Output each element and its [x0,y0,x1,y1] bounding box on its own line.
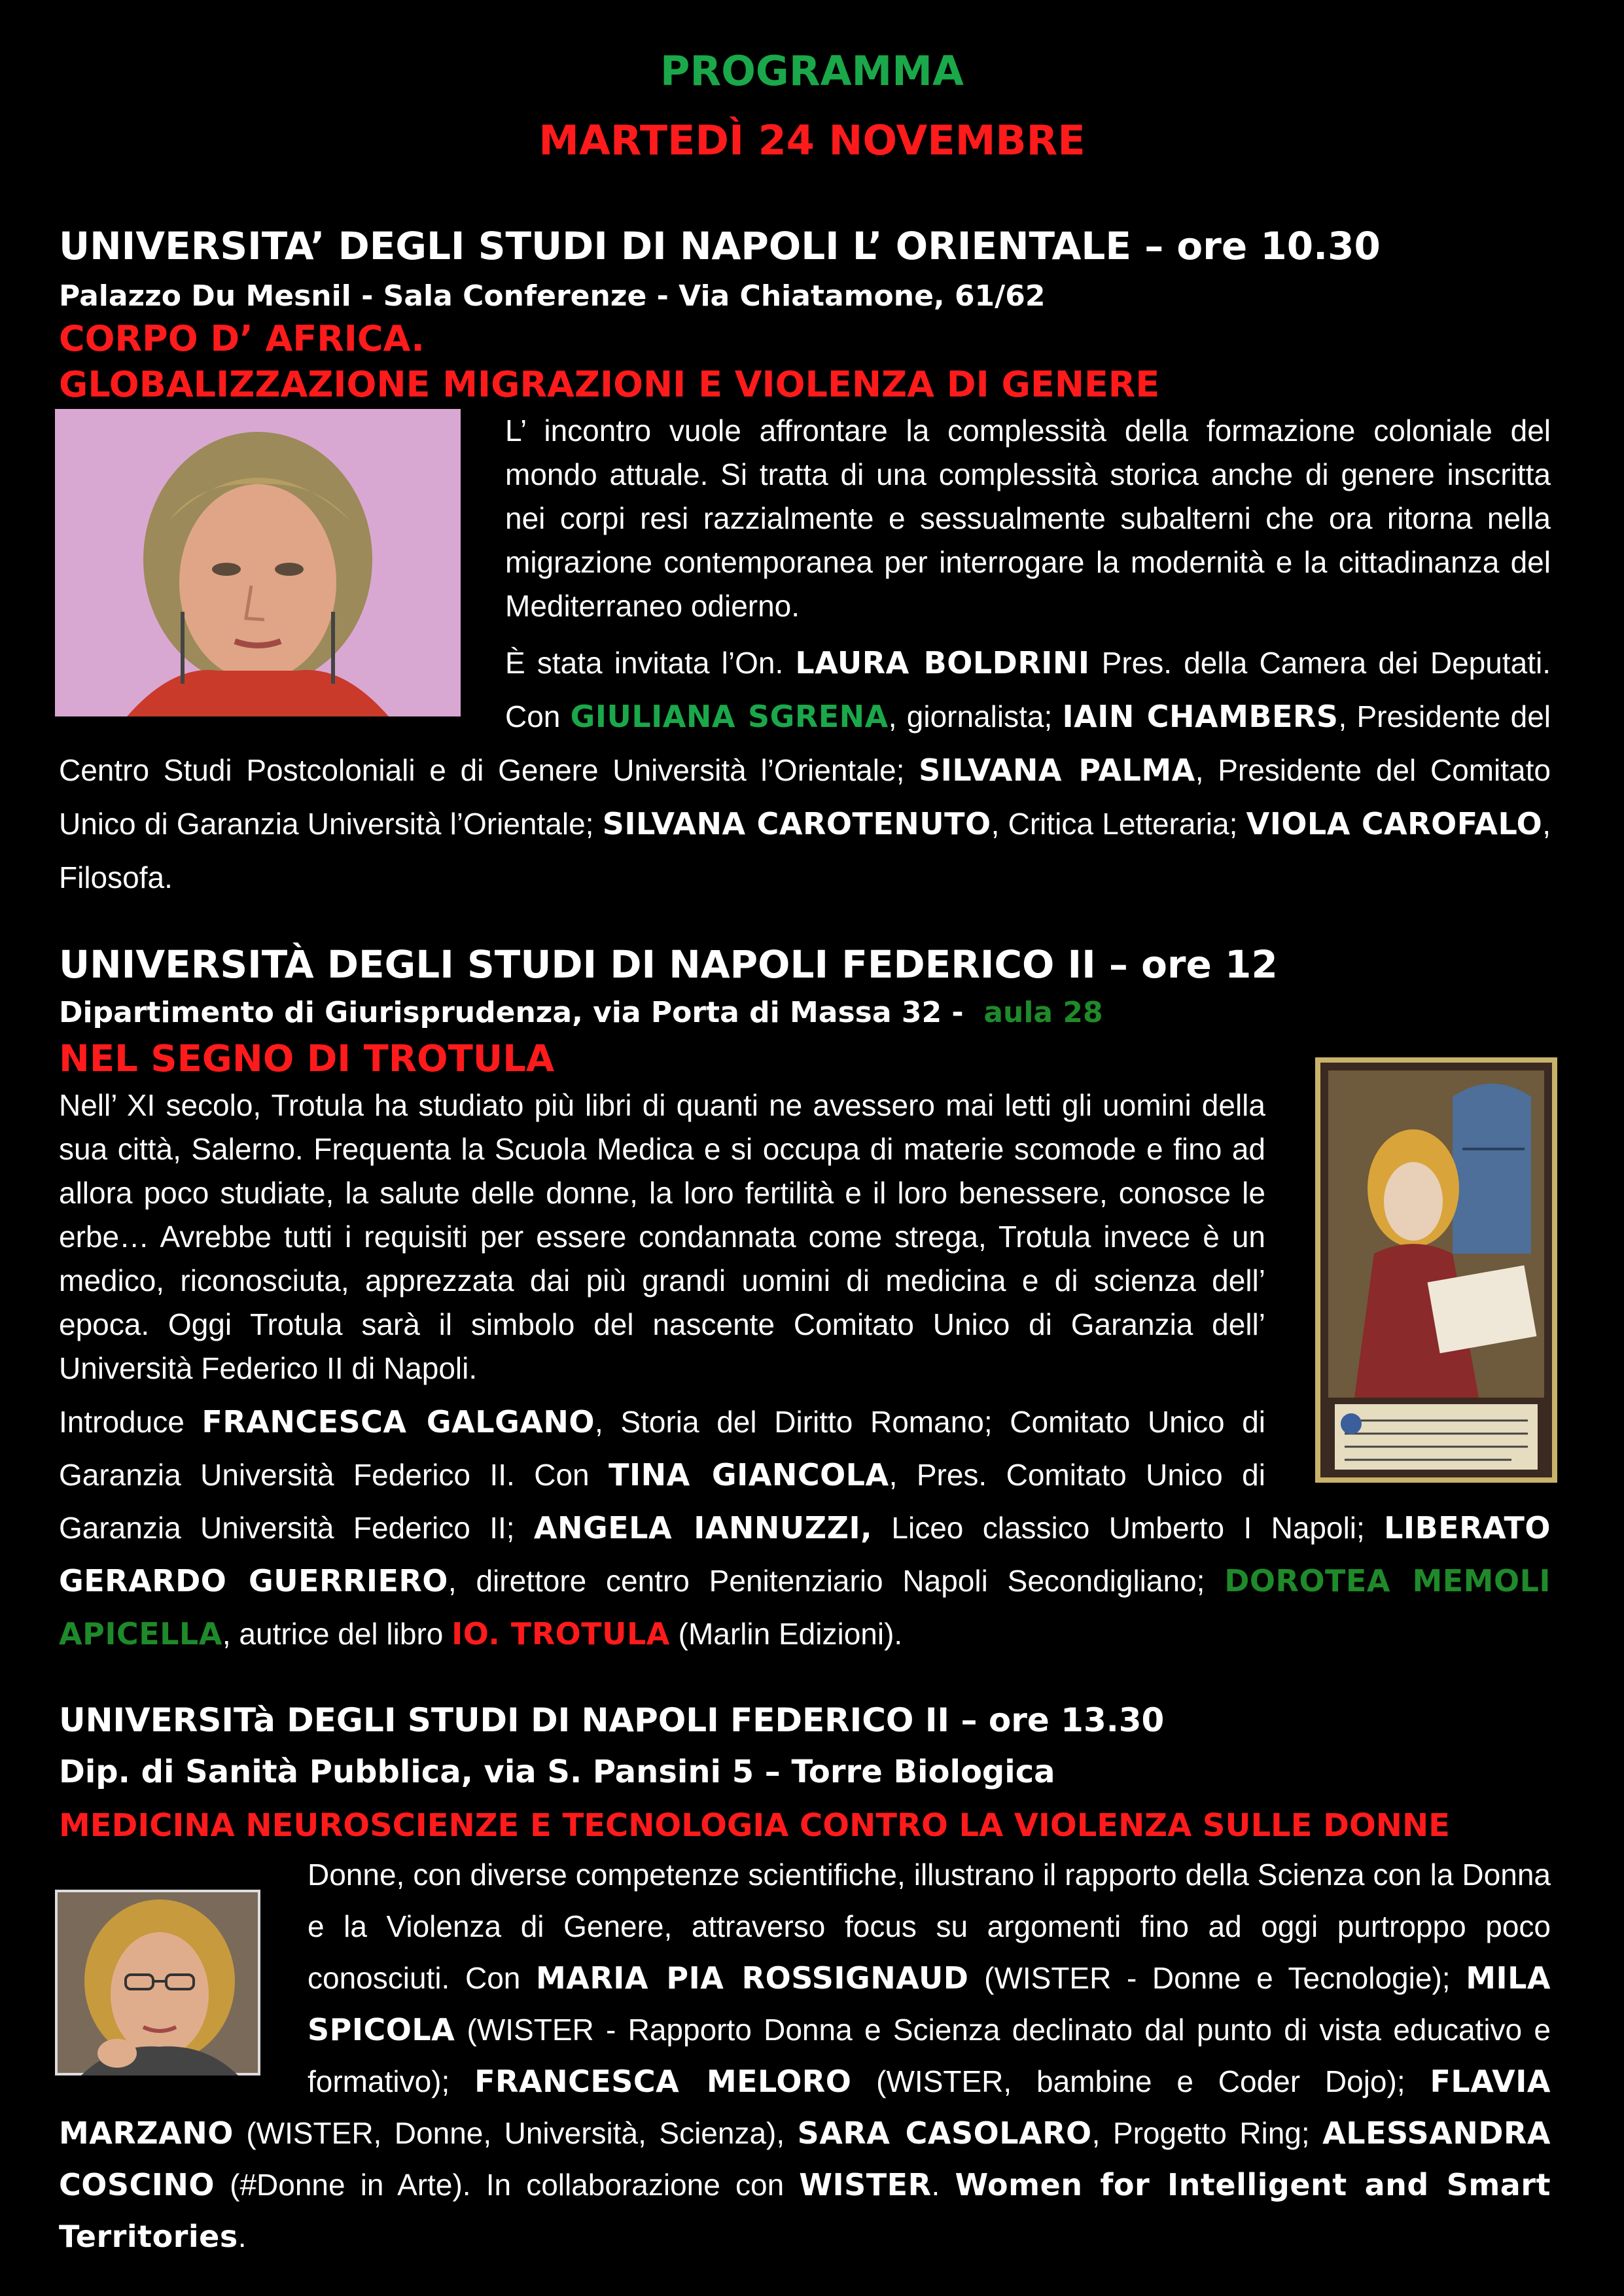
speaker-name: FLAVIA MARZANO [59,2064,1551,2151]
event3-title: MEDICINA NEUROSCIENZE E TECNOLOGIA CONTRO LA VIOLENZA SULLE DONNE [59,1807,1450,1844]
event3-text-block [59,1849,1551,2263]
book-title: IO. TROTULA [451,1616,670,1651]
speaker-name: TINA GIANCOLA [609,1457,889,1492]
speaker-name: SILVANA PALMA [919,752,1195,788]
speaker-name: VIOLA CAROFALO [1246,806,1543,841]
speaker-name: ANGELA IANNUZZI, [533,1510,873,1545]
speaker-portrait-photo [55,1890,260,2075]
program-title: PROGRAMMA [660,47,964,95]
event1-photo-frame [55,409,480,716]
event1-venue: UNIVERSITA’ DEGLI STUDI DI NAPOLI L’ ORIENTALE – ore 10.30 [59,224,1381,268]
event3-location: Dip. di Sanità Pubblica, via S. Pansini 5 – Torre Biologica [59,1754,1055,1790]
speaker-name: MILA SPICOLA [308,1960,1551,2047]
speaker-name: IAIN CHAMBERS [1062,699,1339,734]
program-date: MARTEDÌ 24 NOVEMBRE [538,116,1086,164]
event1-paragraph1: L’ incontro vuole affrontare la complessità della formazione coloniale del mondo attuale. Si tratta di una complessità storica anche di genere inscritta nei corpi resi razzialmente e sessualmente subalterni che ora ritorna nella migrazione contemporanea per interrogare la modernità e la cittadinanza del Mediterraneo odierno. [505,414,1551,623]
event2-title: NEL SEGNO DI TROTULA [59,1038,555,1080]
trotula-miniature-image [1315,1057,1557,1483]
speaker-name: FRANCESCA GALGANO [202,1404,595,1439]
event1-location: Palazzo Du Mesnil - Sala Conferenze - Via Chiatamone, 61/62 [59,279,1046,313]
speaker-name: DOROTEA MEMOLI APICELLA [59,1563,1551,1651]
event2-image-frame [1289,1057,1557,1483]
event2-venue: UNIVERSITÀ DEGLI STUDI DI NAPOLI FEDERICO II – ore 12 [59,942,1278,987]
event2-location: Dipartimento di Giurisprudenza, via Porta di Massa 32 - aula 28 [59,996,1103,1029]
event1-paragraph2: È stata invitata l’On. LAURA BOLDRINI Pres. della Camera dei Deputati. Con GIULIANA SGRENA, giornalista; IAIN CHAMBERS, Presidente del Centro Studi Postcoloniali e di Genere Università l’Orientale; SILVANA PALMA, Presidente del Comitato Unico di Garanzia Università l’Orientale; SILVANA CAROTENUTO, Critica Letteraria; VIOLA CAROFALO, Filosofa. [59,645,1551,894]
event2-text-block [59,1084,1551,1661]
event2-room: aula 28 [983,996,1103,1029]
speaker-portrait-photo [55,409,461,716]
speaker-name: GIULIANA SGRENA [570,699,889,734]
speaker-name: LAURA BOLDRINI [795,645,1090,680]
event1-text-block [59,409,1551,904]
speaker-name: SARA CASOLARO [797,2115,1092,2151]
event3-photo-frame [55,1890,284,2086]
event3-venue: UNIVERSITà DEGLI STUDI DI NAPOLI FEDERICO II – ore 13.30 [59,1701,1165,1739]
speaker-name: SILVANA CAROTENUTO [602,806,991,841]
speaker-name: ALESSANDRA COSCINO [59,2115,1551,2202]
event1-title-line1: CORPO D’ AFRICA. [59,318,425,359]
organization-name: WISTER [799,2167,932,2202]
event3-paragraph: Donne, con diverse competenze scientifiche, illustrano il rapporto della Scienza con la Donna e la Violenza di Genere, attraverso focus su argomenti fino ad oggi purtroppo poco conosciuti. Con MARIA PIA ROSSIGNAUD (WISTER - Donne e Tecnologie); MILA SPICOLA (WISTER - Rapporto Donna e Scienza declinato dal punto di vista educativo e formativo); FRANCESCA MELORO (WISTER, bambine e Coder Dojo); FLAVIA MARZANO (WISTER, Donne, Università, Scienza), SARA CASOLARO, Progetto Ring; ALESSANDRA COSCINO (#Donne in Arte). In collaborazione con WISTER. Women for Intelligent and Smart Territories. [59,1858,1551,2254]
speaker-name: MARIA PIA ROSSIGNAUD [536,1960,969,1996]
event2-paragraph2: Introduce FRANCESCA GALGANO, Storia del Diritto Romano; Comitato Unico di Garanzia Università Federico II. Con TINA GIANCOLA, Pres. Comitato Unico di Garanzia Università Federico II; ANGELA IANNUZZI, Liceo classico Umberto I Napoli; LIBERATO GERARDO GUERRIERO, direttore centro Penitenziario Napoli Secondigliano; DOROTEA MEMOLI APICELLA, autrice del libro IO. TROTULA (Marlin Edizioni). [59,1404,1551,1651]
event2-paragraph1: Nell’ XI secolo, Trotula ha studiato più libri di quanti ne avessero mai letti gli uomini della sua città, Salerno. Frequenta la Scuola Medica e si occupa di materie scomode e fino ad allora poco studiate, la salute delle donne, la loro fertilità e il loro benessere, conosce le erbe… Avrebbe tutti i requisiti per essere condannata come strega, Trotula invece è un medico, riconosciuta, apprezzata dai più grandi uomini di medicina e di scienza dell’ epoca. Oggi Trotula sarà il simbolo del nascente Comitato Unico di Garanzia dell’ Università Federico II di Napoli. [59,1088,1265,1385]
speaker-name: FRANCESCA MELORO [474,2064,852,2099]
event1-title-line2: GLOBALIZZAZIONE MIGRAZIONI E VIOLENZA DI GENERE [59,364,1160,405]
speaker-name: LIBERATO GERARDO GUERRIERO [59,1510,1551,1598]
organization-full-name: Women for Intelligent and Smart Territories [59,2167,1551,2254]
